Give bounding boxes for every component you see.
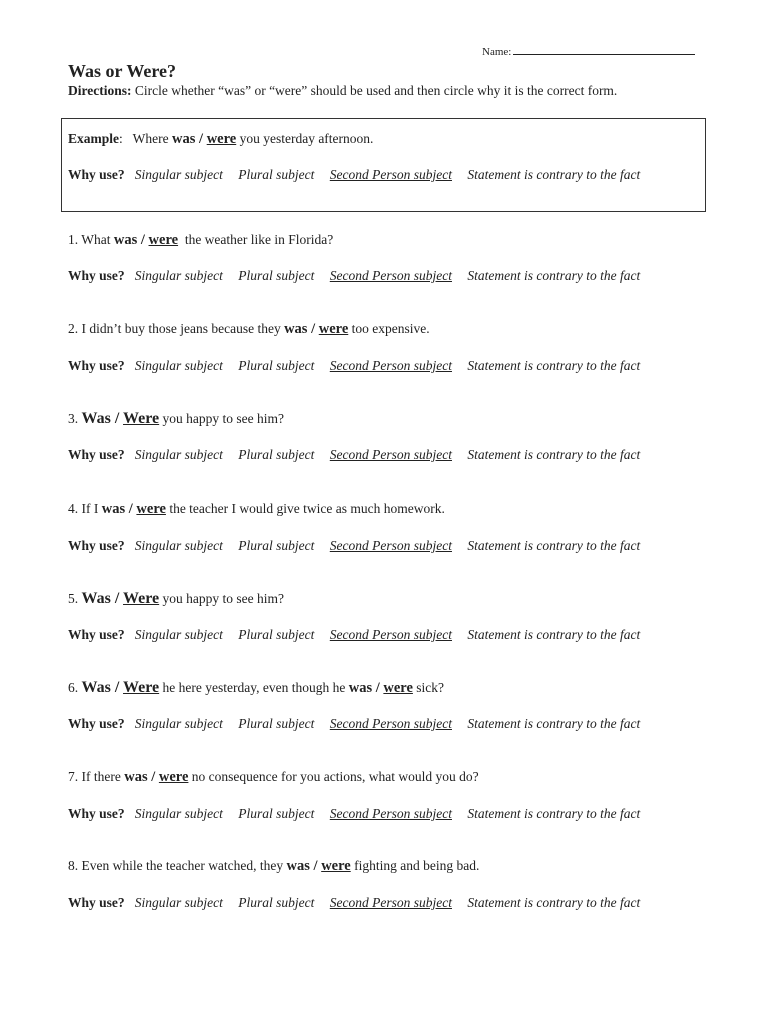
option-contrary-to-fact[interactable]: Statement is contrary to the fact bbox=[467, 538, 641, 553]
option-singular-subject[interactable]: Singular subject bbox=[134, 538, 223, 553]
option-contrary-to-fact[interactable]: Statement is contrary to the fact bbox=[467, 358, 641, 373]
option-contrary-to-fact[interactable]: Statement is contrary to the fact bbox=[467, 895, 641, 910]
question-text-after: fighting and being bad. bbox=[354, 858, 480, 873]
why-use-label: Why use? bbox=[68, 167, 125, 182]
why-use-label: Why use? bbox=[68, 627, 125, 642]
why-use-row bbox=[68, 267, 680, 285]
question-text-before: 3. bbox=[68, 411, 79, 426]
question-text-middle: he here yesterday, even though he bbox=[162, 680, 346, 695]
name-blank-line[interactable] bbox=[513, 44, 695, 55]
question-8 bbox=[68, 858, 479, 875]
name-field[interactable] bbox=[482, 44, 695, 58]
why-use-label: Why use? bbox=[68, 447, 125, 462]
directions bbox=[68, 83, 617, 99]
choice-was[interactable]: Was / bbox=[81, 590, 120, 607]
why-use-row bbox=[68, 537, 680, 555]
directions-text: Circle whether “was” or “were” should be used and then circle why it is the correct form. bbox=[134, 83, 618, 98]
option-singular-subject[interactable]: Singular subject bbox=[134, 716, 223, 731]
question-text-after: the weather like in Florida? bbox=[184, 232, 334, 247]
why-use-label: Why use? bbox=[68, 268, 125, 283]
was-were-choice-2[interactable] bbox=[349, 680, 413, 696]
option-plural-subject[interactable]: Plural subject bbox=[238, 538, 315, 553]
choice-was[interactable]: was / bbox=[124, 769, 156, 785]
question-text-after: no consequence for you actions, what would you do? bbox=[191, 769, 479, 784]
option-second-person-subject[interactable]: Second Person subject bbox=[329, 167, 452, 182]
was-were-choice[interactable] bbox=[82, 410, 160, 427]
option-plural-subject[interactable]: Plural subject bbox=[238, 358, 315, 373]
option-second-person-subject[interactable]: Second Person subject bbox=[329, 538, 452, 553]
option-singular-subject[interactable]: Singular subject bbox=[134, 167, 223, 182]
was-were-choice[interactable] bbox=[102, 501, 166, 517]
question-text-after: the teacher I would give twice as much homework. bbox=[169, 501, 445, 516]
choice-were[interactable]: Were bbox=[123, 590, 160, 607]
option-plural-subject[interactable]: Plural subject bbox=[238, 167, 315, 182]
question-text-before: 1. What bbox=[68, 232, 111, 247]
choice-were[interactable]: were bbox=[206, 131, 237, 147]
was-were-choice[interactable] bbox=[287, 858, 351, 874]
question-4 bbox=[68, 501, 445, 518]
choice-was[interactable]: was / bbox=[172, 131, 204, 147]
was-were-choice[interactable] bbox=[82, 679, 160, 696]
name-label: Name: bbox=[482, 46, 512, 58]
example-colon: : bbox=[119, 131, 123, 146]
option-second-person-subject[interactable]: Second Person subject bbox=[329, 627, 452, 642]
example-label: Example bbox=[68, 131, 120, 146]
option-second-person-subject[interactable]: Second Person subject bbox=[329, 806, 452, 821]
why-use-row bbox=[68, 626, 680, 644]
question-text-after: you happy to see him? bbox=[162, 411, 285, 426]
choice-were[interactable]: Were bbox=[123, 410, 160, 427]
question-text-before: 8. Even while the teacher watched, they bbox=[68, 858, 284, 873]
question-1 bbox=[68, 232, 333, 249]
question-5 bbox=[68, 590, 284, 608]
option-contrary-to-fact[interactable]: Statement is contrary to the fact bbox=[467, 716, 641, 731]
why-use-row bbox=[68, 166, 680, 184]
was-were-choice[interactable] bbox=[124, 769, 188, 785]
choice-was[interactable]: was / bbox=[284, 321, 316, 337]
why-use-row bbox=[68, 805, 680, 823]
choice-were[interactable]: were bbox=[383, 680, 413, 696]
example-choice[interactable] bbox=[172, 131, 236, 147]
question-7 bbox=[68, 769, 479, 786]
option-contrary-to-fact[interactable]: Statement is contrary to the fact bbox=[467, 268, 641, 283]
option-plural-subject[interactable]: Plural subject bbox=[238, 268, 315, 283]
choice-was[interactable]: Was / bbox=[81, 679, 120, 696]
why-use-label: Why use? bbox=[68, 358, 125, 373]
option-singular-subject[interactable]: Singular subject bbox=[134, 627, 223, 642]
choice-were[interactable]: were bbox=[318, 321, 349, 337]
option-plural-subject[interactable]: Plural subject bbox=[238, 627, 315, 642]
was-were-choice[interactable] bbox=[82, 590, 160, 607]
option-second-person-subject[interactable]: Second Person subject bbox=[329, 895, 452, 910]
option-singular-subject[interactable]: Singular subject bbox=[134, 447, 223, 462]
option-contrary-to-fact[interactable]: Statement is contrary to the fact bbox=[467, 627, 641, 642]
question-text-after: sick? bbox=[416, 680, 445, 695]
choice-was[interactable]: was / bbox=[101, 501, 133, 517]
option-singular-subject[interactable]: Singular subject bbox=[134, 268, 223, 283]
why-use-row bbox=[68, 446, 680, 464]
why-use-row bbox=[68, 894, 680, 912]
why-use-row bbox=[68, 357, 680, 375]
question-text-before: 5. bbox=[68, 591, 79, 606]
choice-were[interactable]: were bbox=[321, 858, 351, 874]
example-before: Where bbox=[132, 131, 169, 146]
was-were-choice[interactable] bbox=[114, 232, 178, 248]
choice-were[interactable]: Were bbox=[123, 679, 160, 696]
option-contrary-to-fact[interactable]: Statement is contrary to the fact bbox=[467, 806, 641, 821]
question-6 bbox=[68, 679, 444, 697]
question-text-after: you happy to see him? bbox=[162, 591, 285, 606]
choice-was[interactable]: Was / bbox=[81, 410, 120, 427]
option-plural-subject[interactable]: Plural subject bbox=[238, 447, 315, 462]
question-text-before: 7. If there bbox=[68, 769, 121, 784]
option-contrary-to-fact[interactable]: Statement is contrary to the fact bbox=[467, 167, 641, 182]
why-use-label: Why use? bbox=[68, 716, 125, 731]
choice-was[interactable]: was / bbox=[113, 232, 145, 248]
choice-were[interactable]: were bbox=[158, 769, 189, 785]
example-sentence bbox=[68, 131, 373, 148]
option-singular-subject[interactable]: Singular subject bbox=[134, 806, 223, 821]
option-second-person-subject[interactable]: Second Person subject bbox=[329, 716, 452, 731]
option-second-person-subject[interactable]: Second Person subject bbox=[329, 447, 452, 462]
option-contrary-to-fact[interactable]: Statement is contrary to the fact bbox=[467, 447, 641, 462]
why-use-label: Why use? bbox=[68, 895, 125, 910]
option-plural-subject[interactable]: Plural subject bbox=[238, 895, 315, 910]
question-2 bbox=[68, 321, 430, 338]
choice-were[interactable]: were bbox=[136, 501, 166, 517]
option-plural-subject[interactable]: Plural subject bbox=[238, 716, 315, 731]
question-text-after: too expensive. bbox=[351, 321, 430, 336]
question-text-before: 2. I didn’t buy those jeans because they bbox=[68, 321, 281, 336]
why-use-row bbox=[68, 715, 680, 733]
question-text-before: 4. If I bbox=[68, 501, 99, 516]
question-3 bbox=[68, 410, 284, 428]
option-singular-subject[interactable]: Singular subject bbox=[134, 358, 223, 373]
example-after: you yesterday afternoon. bbox=[239, 131, 374, 146]
why-use-label: Why use? bbox=[68, 806, 125, 821]
option-second-person-subject[interactable]: Second Person subject bbox=[329, 358, 452, 373]
question-text-before: 6. bbox=[68, 680, 79, 695]
choice-was[interactable]: was / bbox=[348, 680, 380, 696]
option-second-person-subject[interactable]: Second Person subject bbox=[329, 268, 452, 283]
choice-were[interactable]: were bbox=[148, 232, 179, 248]
why-use-label: Why use? bbox=[68, 538, 125, 553]
directions-label: Directions: bbox=[68, 83, 132, 98]
worksheet-title: Was or Were? bbox=[68, 61, 176, 81]
choice-was[interactable]: was / bbox=[286, 858, 318, 874]
was-were-choice[interactable] bbox=[284, 321, 348, 337]
option-singular-subject[interactable]: Singular subject bbox=[134, 895, 223, 910]
option-plural-subject[interactable]: Plural subject bbox=[238, 806, 315, 821]
